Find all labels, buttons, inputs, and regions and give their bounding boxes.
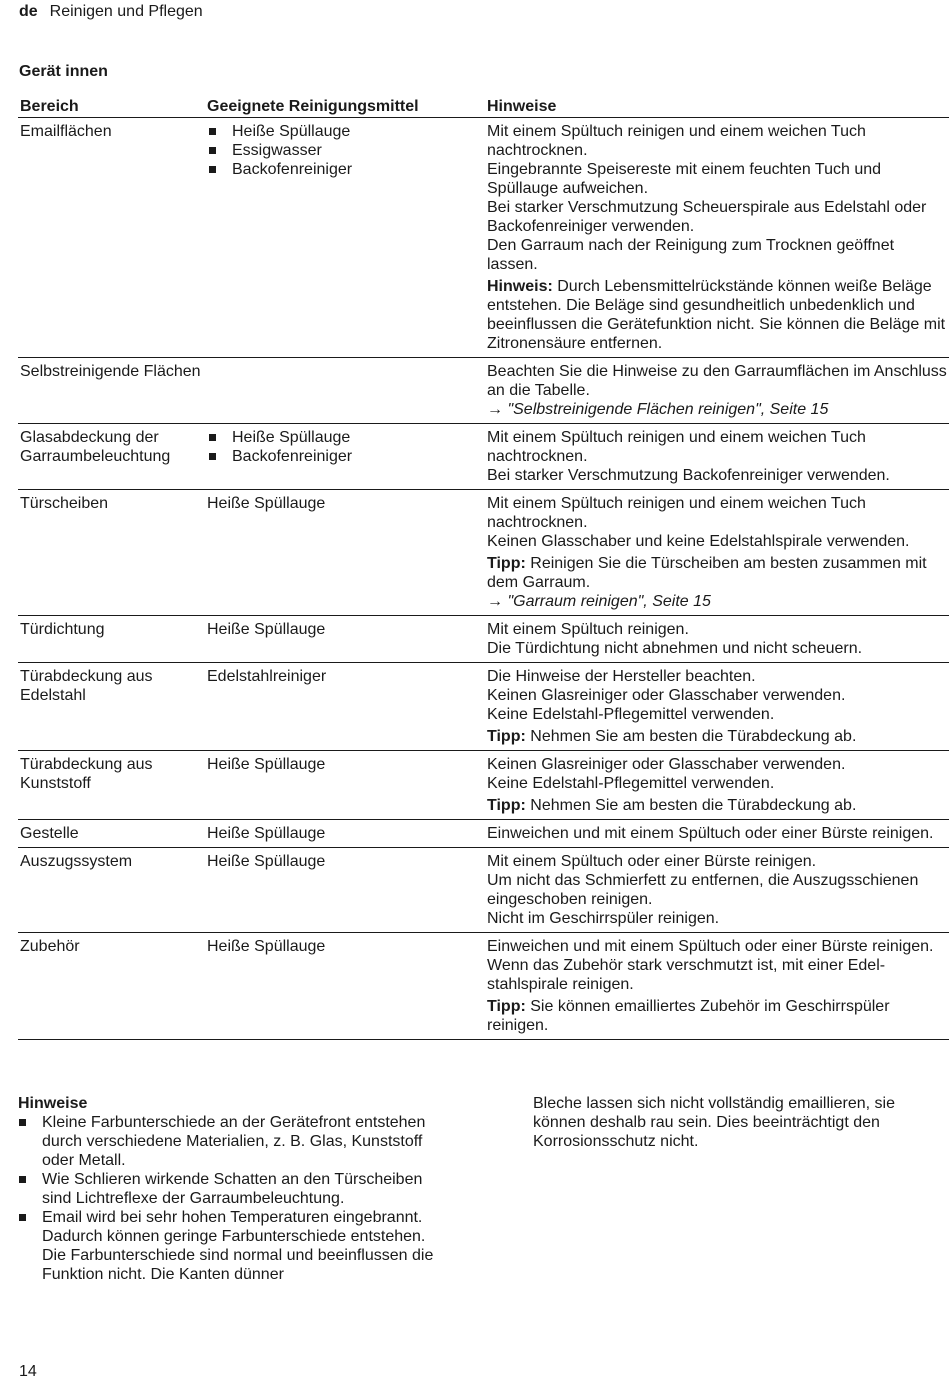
cell-agents: [205, 490, 485, 616]
note-label: Tipp:: [487, 555, 526, 572]
table-row: [18, 663, 949, 751]
table-row: [18, 933, 949, 1040]
header-area: Bereich: [18, 94, 205, 118]
note-line: [487, 400, 947, 419]
cell-notes: [485, 848, 949, 933]
agent-item: Heiße Spüllauge: [207, 428, 483, 447]
notes-item: Email wird bei sehr hohen Temperaturen eingebrannt. Dadurch können geringe Farbunterschiede entstehen. Die Farbunterschiede sind normal und beeinflussen die Funktion nicht. Die Kanten dünner: [18, 1208, 450, 1284]
agents-list: [207, 122, 483, 179]
cell-area: Türabdeckung aus Edelstahl: [18, 663, 205, 751]
chapter-title: Reinigen und Pflegen: [49, 3, 203, 20]
note-line: [487, 122, 947, 160]
cell-notes: [485, 358, 949, 424]
cell-notes: [485, 663, 949, 751]
cell-agents: [205, 820, 485, 848]
note-line: [487, 774, 947, 793]
note-line: [487, 686, 947, 705]
note-text: Bei starker Verschmutzung Scheuerspirale aus Edelstahl oder Backofenreiniger verwenden.: [487, 199, 927, 235]
note-text: Keine Edelstahl-Pflegemittel verwenden.: [487, 775, 775, 792]
note-text: Einweichen und mit einem Spültuch oder einer Bürste reinigen.: [487, 825, 934, 842]
note-line: [487, 755, 947, 774]
note-line: [487, 592, 947, 611]
note-text: Mit einem Spültuch reinigen und einem weichen Tuch nachtrocknen.: [487, 429, 866, 465]
note-line: [487, 667, 947, 686]
table-row: [18, 751, 949, 820]
notes-continuation: Bleche lassen sich nicht vollständig emaillieren, sie können deshalb rau sein. Dies beeinträchtigt den Korrosionsschutz nicht.: [533, 1095, 895, 1150]
note-text: Nehmen Sie am besten die Türabdeckung ab.: [525, 728, 857, 745]
note-text: Durch Lebensmittelrückstände können weiße Beläge entstehen. Die Beläge sind gesundheitlich unbedenklich und beeinflussen die Gerätefunktion nicht. Sie können die Beläge mit Zitronensäure entfernen.: [487, 278, 946, 352]
note-text: Nicht im Geschirrspüler reinigen.: [487, 910, 720, 927]
agent-text: Heiße Spüllauge: [207, 825, 326, 842]
header-notes: Hinweise: [485, 94, 949, 118]
note-line: [487, 236, 947, 274]
cell-agents: [205, 933, 485, 1040]
agent-item: Backofenreiniger: [207, 160, 483, 179]
note-text: Mit einem Spültuch oder einer Bürste reinigen.: [487, 853, 817, 870]
note-text: Einweichen und mit einem Spültuch oder einer Bürste reinigen.: [487, 938, 934, 955]
cleaning-table: [18, 94, 949, 1040]
note-label: Tipp:: [487, 998, 526, 1015]
note-text: Mit einem Spültuch reinigen.: [487, 621, 689, 638]
cross-reference-link[interactable]: → "Garraum reinigen", Seite 15: [487, 593, 711, 610]
notes-item: Wie Schlieren wirkende Schatten an den Türscheiben sind Lichtreflexe der Garraumbeleuchtung.: [18, 1170, 450, 1208]
note-text: Die Türdichtung nicht abnehmen und nicht scheuern.: [487, 640, 863, 657]
note-label: Hinweis:: [487, 278, 553, 295]
note-text: Reinigen Sie die Türscheiben am besten zusammen mit dem Garraum.: [487, 555, 927, 591]
table-row: [18, 490, 949, 616]
header-agents: Geeignete Reinigungsmittel: [205, 94, 485, 118]
agent-text: Heiße Spüllauge: [207, 853, 326, 870]
note-line: [487, 705, 947, 724]
agent-item: Backofenreiniger: [207, 447, 483, 466]
notes-item: Kleine Farbunterschiede an der Gerätefront entstehen durch verschiedene Materialien, z. B. Glas, Kunststoff oder Metall.: [18, 1113, 450, 1170]
note-line: [487, 428, 947, 466]
note-line: [487, 727, 947, 746]
notes-list: [18, 1113, 450, 1284]
agents-list: [207, 428, 483, 466]
note-line: [487, 909, 947, 928]
cell-agents: [205, 663, 485, 751]
cell-agents: [205, 358, 485, 424]
note-line: [487, 639, 947, 658]
note-line: [487, 277, 947, 353]
note-text: Keinen Glasreiniger oder Glasschaber verwenden.: [487, 687, 846, 704]
note-text: Um nicht das Schmierfett zu entfernen, die Auszugsschienen eingeschoben reinigen.: [487, 872, 919, 908]
table-row: [18, 118, 949, 358]
table-body: [18, 118, 949, 1040]
note-line: [487, 997, 947, 1035]
notes-section: [18, 1094, 450, 1284]
cell-agents: [205, 616, 485, 663]
note-line: [487, 852, 947, 871]
note-line: [487, 956, 947, 994]
note-line: [487, 554, 947, 592]
note-text: Nehmen Sie am besten die Türabdeckung ab.: [525, 797, 857, 814]
note-line: [487, 620, 947, 639]
note-line: [487, 466, 947, 485]
agent-text: Edelstahlreiniger: [207, 668, 327, 685]
agent-text: Heiße Spüllauge: [207, 756, 326, 773]
table-row: [18, 820, 949, 848]
cell-area: Emailflächen: [18, 118, 205, 358]
note-text: Sie können emailliertes Zubehör im Geschirrspüler reinigen.: [487, 998, 890, 1034]
note-line: [487, 160, 947, 198]
note-line: [487, 796, 947, 815]
note-text: Keinen Glasreiniger oder Glasschaber verwenden.: [487, 756, 846, 773]
cell-notes: [485, 424, 949, 490]
agent-text: Heiße Spüllauge: [207, 938, 326, 955]
note-text: Beachten Sie die Hinweise zu den Garraumflächen im Anschluss an die Tabelle.: [487, 363, 947, 399]
note-line: [487, 494, 947, 532]
table-row: [18, 616, 949, 663]
cell-area: Türabdeckung aus Kunststoff: [18, 751, 205, 820]
notes-title: Hinweise: [18, 1095, 88, 1112]
cell-area: Auszugssystem: [18, 848, 205, 933]
cell-agents: [205, 848, 485, 933]
note-line: [487, 362, 947, 400]
note-text: Bei starker Verschmutzung Backofenreiniger verwenden.: [487, 467, 890, 484]
note-line: [487, 532, 947, 551]
table-row: [18, 424, 949, 490]
cell-notes: [485, 820, 949, 848]
agent-text: Heiße Spüllauge: [207, 621, 326, 638]
page-header: [19, 2, 203, 22]
note-text: Die Hinweise der Hersteller beachten.: [487, 668, 756, 685]
cell-area: Türdichtung: [18, 616, 205, 663]
cell-notes: [485, 118, 949, 358]
table-row: [18, 848, 949, 933]
cell-agents: [205, 118, 485, 358]
cell-area: Zubehör: [18, 933, 205, 1040]
note-line: [487, 871, 947, 909]
agent-item: Essigwasser: [207, 141, 483, 160]
note-text: Wenn das Zubehör stark verschmutzt ist, mit einer Edelstahlspirale reinigen.: [487, 957, 886, 993]
note-label: Tipp:: [487, 797, 526, 814]
table-row: [18, 358, 949, 424]
note-text: Mit einem Spültuch reinigen und einem weichen Tuch nachtrocknen.: [487, 123, 866, 159]
cell-notes: [485, 933, 949, 1040]
cell-area: Gestelle: [18, 820, 205, 848]
language-tag: de: [19, 3, 38, 20]
cell-area: Türscheiben: [18, 490, 205, 616]
cell-agents: [205, 751, 485, 820]
section-title: Gerät innen: [19, 63, 108, 80]
cell-area: Glasabdeckung der Garraumbeleuchtung: [18, 424, 205, 490]
note-text: Keinen Glasschaber und keine Edelstahlspirale verwenden.: [487, 533, 910, 550]
note-text: Den Garraum nach der Reinigung zum Trocknen geöffnet lassen.: [487, 237, 895, 273]
note-line: [487, 824, 947, 843]
page-number: 14: [19, 1363, 37, 1380]
note-text: Keine Edelstahl-Pflegemittel verwenden.: [487, 706, 775, 723]
cross-reference-link[interactable]: → "Selbstreinigende Flächen reinigen", Seite 15: [487, 401, 829, 418]
agent-text: Heiße Spüllauge: [207, 495, 326, 512]
cell-notes: [485, 490, 949, 616]
cell-notes: [485, 616, 949, 663]
cell-agents: [205, 424, 485, 490]
note-text: Eingebrannte Speisereste mit einem feuchten Tuch und Spüllauge aufweichen.: [487, 161, 882, 197]
note-label: Tipp:: [487, 728, 526, 745]
note-line: [487, 198, 947, 236]
cell-area: Selbstreinigende Flächen: [18, 358, 205, 424]
cell-notes: [485, 751, 949, 820]
note-text: Mit einem Spültuch reinigen und einem weichen Tuch nachtrocknen.: [487, 495, 866, 531]
agent-item: Heiße Spüllauge: [207, 122, 483, 141]
table-header-row: [18, 94, 949, 118]
note-line: [487, 937, 947, 956]
